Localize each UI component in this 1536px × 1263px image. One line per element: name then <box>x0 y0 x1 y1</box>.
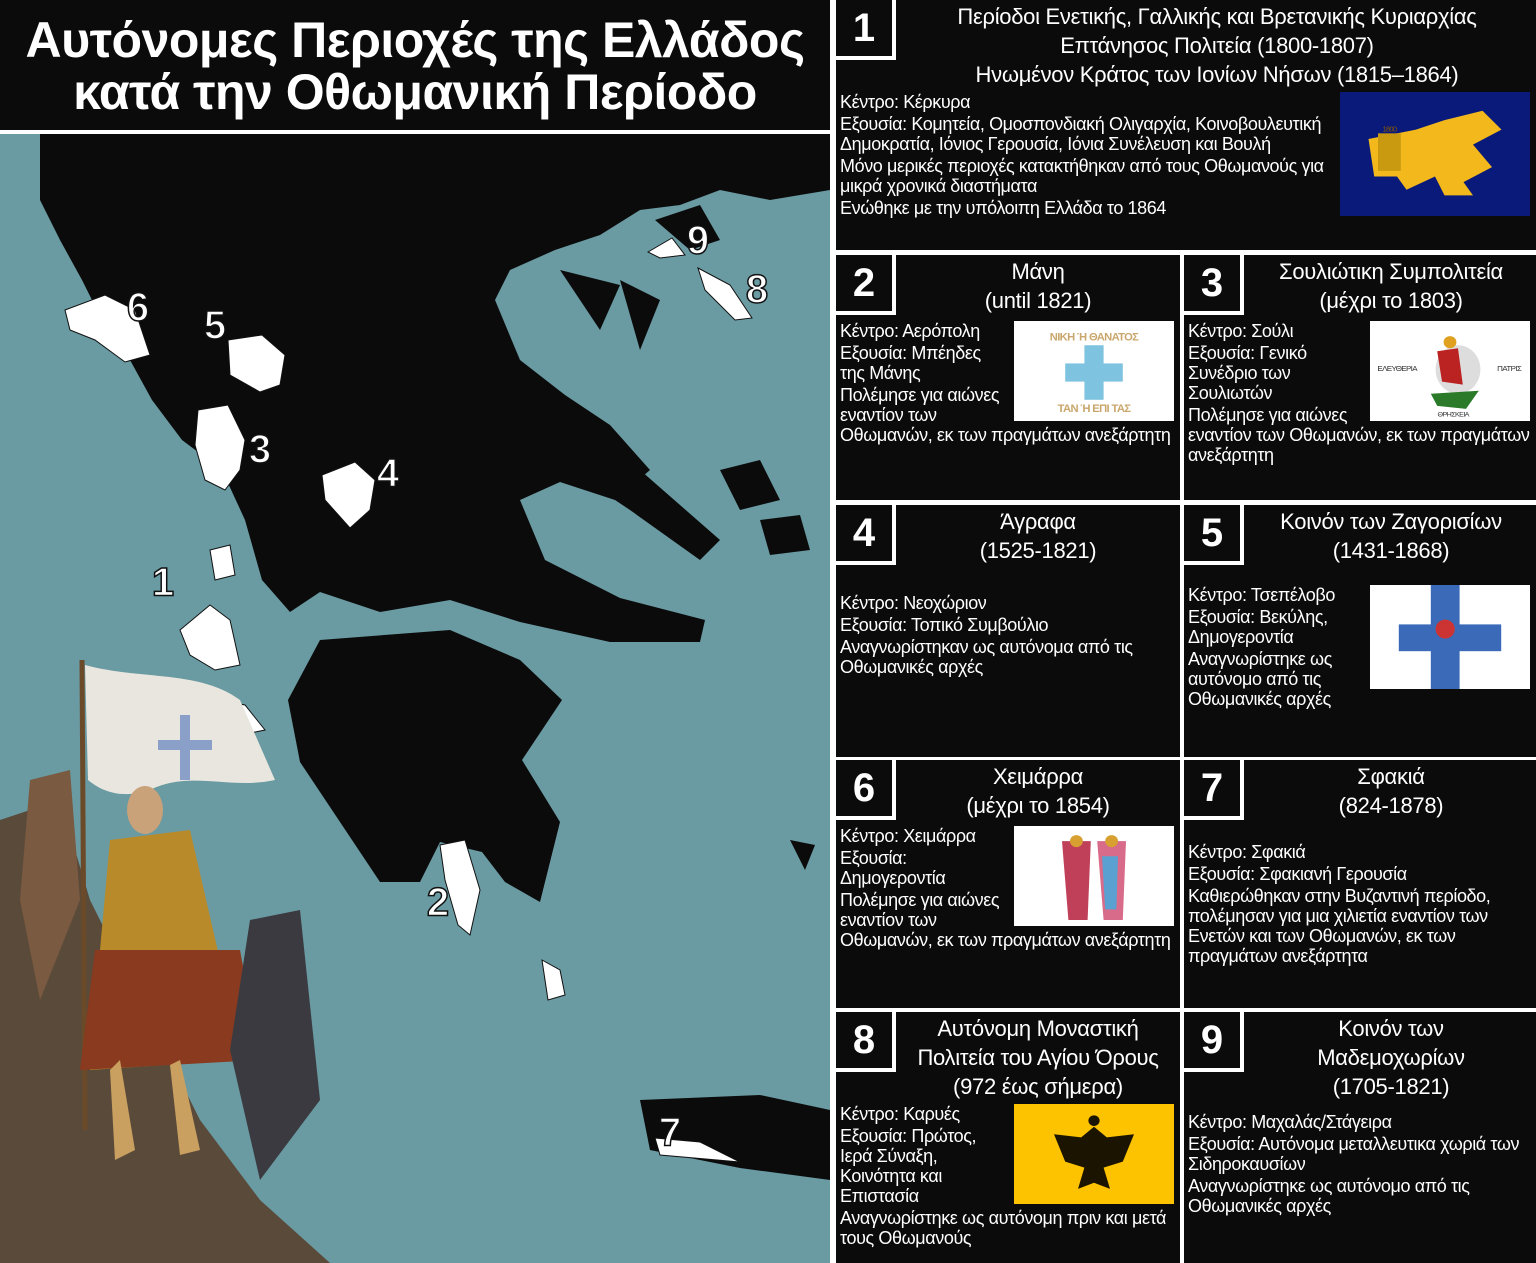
region-panel-9 <box>1184 1012 1536 1263</box>
region-title <box>898 2 1536 89</box>
region-detail-line: Εξουσία: Τοπικό Συμβούλιο <box>840 615 1049 635</box>
region-title-line: Αυτόνομη Μοναστική <box>937 1016 1139 1041</box>
region-detail-line: Αναγνωρίστηκαν ως αυτόνομα από τις Οθωμανικές αρχές <box>840 637 1133 677</box>
region-details <box>1188 585 1532 711</box>
region-detail-line: Εξουσία: Πρώτος, Ιερά Σύναξη, Κοινότητα και Επιστασία <box>840 1126 977 1206</box>
region-title-line: (μέχρι το 1803) <box>1319 288 1463 313</box>
region-detail-line: Αναγνωρίστηκε ως αυτόνομη πριν και μετά τους Οθωμανούς <box>840 1208 1167 1248</box>
region-detail-line: Κέντρο: Καρυές <box>840 1104 960 1124</box>
ionian-lion-flag <box>1340 92 1530 216</box>
region-title-line: (972 έως σήμερα) <box>953 1074 1123 1099</box>
map-label-3: 3 <box>248 427 272 472</box>
region-title-line: Σφακιά <box>1357 764 1425 789</box>
region-details <box>840 593 1176 679</box>
region-details <box>1188 842 1532 968</box>
region-panel-1 <box>836 0 1536 250</box>
region-detail-line: Κέντρο: Νεοχώριον <box>840 593 987 613</box>
region-detail-line: Αναγνωρίστηκε ως αυτόνομο από τις Οθωμανικές αρχές <box>1188 1176 1470 1216</box>
svg-text:ΤΑΝ Ή ΕΠΙ ΤΑΣ: ΤΑΝ Ή ΕΠΙ ΤΑΣ <box>1057 403 1131 415</box>
svg-text:1800: 1800 <box>1382 124 1397 134</box>
region-title-line: Περίοδοι Ενετικής, Γαλλικής και Βρετανικής Κυριαρχίας <box>957 4 1477 29</box>
region-detail-line: Εξουσία: Δημογεροντία <box>840 848 946 888</box>
region-detail-line: Εξουσία: Κομητεία, Ομοσπονδιακή Ολιγαρχία, Κοινοβουλευτική Δημοκρατία, Ιόνιος Γερουσία, Ιόνια Συνέλευση και Βουλή <box>840 114 1322 154</box>
byzantine-eagle-flag <box>1014 1104 1174 1204</box>
region-detail-line: Εξουσία: Σφακιανή Γερουσία <box>1188 864 1407 884</box>
region-title-line: Κοινόν των <box>1338 1016 1444 1041</box>
map-label-8: 8 <box>745 267 769 312</box>
map-label-1: 1 <box>151 560 175 605</box>
zagori-cross-flag <box>1370 585 1530 689</box>
mani-cross-flag <box>1014 321 1174 421</box>
region-title-line: Σουλιώτικη Συμπολιτεία <box>1279 259 1503 284</box>
region-detail-line: Εξουσία: Γενικό Συνέδριο των Σουλιωτών <box>1188 343 1307 403</box>
title-line-1: Αυτόνομες Περιοχές της Ελλάδος <box>25 12 805 68</box>
archangels-icon-flag <box>1014 826 1174 926</box>
region-title <box>1246 1014 1536 1101</box>
region-detail-line: Μόνο μερικές περιοχές κατακτήθηκαν από τους Οθωμανούς για μικρά χρονικά διαστήματα <box>840 156 1324 196</box>
region-title <box>1246 507 1536 565</box>
region-title-line: Ηνωμένον Κράτος των Ιονίων Νήσων (1815–1864) <box>975 62 1459 87</box>
region-panel-8 <box>836 1012 1180 1263</box>
region-number-badge: 5 <box>1184 505 1244 565</box>
region-detail-line: Πολέμησε για αιώνες εναντίον των Οθωμανών, εκ των πραγμάτων ανεξάρτητη <box>1188 405 1530 465</box>
region-details <box>1188 1112 1532 1218</box>
region-title-line: Άγραφα <box>1000 509 1076 534</box>
region-title-line: (μέχρι το 1854) <box>966 793 1110 818</box>
region-title-line: Πολιτεία του Αγίου Όρους <box>917 1045 1159 1070</box>
region-details <box>840 1104 1176 1250</box>
region-detail-line: Κέντρο: Μαχαλάς/Στάγειρα <box>1188 1112 1392 1132</box>
map-label-4: 4 <box>376 451 400 496</box>
region-title <box>896 257 1180 315</box>
region-panel-3 <box>1184 255 1536 500</box>
revolutionary-painting <box>0 660 330 1263</box>
region-title-line: (824-1878) <box>1338 793 1444 818</box>
region-panel-4 <box>836 505 1180 757</box>
souli-saint-george-flag <box>1370 321 1530 421</box>
svg-text:ΘΡΗΣΚΕΙΑ: ΘΡΗΣΚΕΙΑ <box>1437 411 1469 419</box>
region-detail-line: Κέντρο: Κέρκυρα <box>840 92 971 112</box>
title-line-2: κατά την Οθωμανική Περίοδο <box>73 64 757 120</box>
region-details <box>840 826 1176 952</box>
region-title <box>1246 762 1536 820</box>
region-title-line: (1525-1821) <box>979 538 1097 563</box>
region-details <box>1188 321 1532 467</box>
region-title-line: (1431-1868) <box>1332 538 1450 563</box>
region-title <box>1246 257 1536 315</box>
region-title-line: Κοινόν των Ζαγορισίων <box>1280 509 1502 534</box>
region-panel-6 <box>836 760 1180 1008</box>
map-label-7: 7 <box>658 1110 682 1155</box>
region-title-line: (until 1821) <box>984 288 1092 313</box>
svg-text:ΠΑΤΡΙΣ: ΠΑΤΡΙΣ <box>1497 364 1522 373</box>
region-number-badge: 7 <box>1184 760 1244 820</box>
region-detail-line: Κέντρο: Αερόπολη <box>840 321 980 341</box>
region-detail-line: Πολέμησε για αιώνες εναντίον των Οθωμανών, εκ των πραγμάτων ανεξάρτητη <box>840 385 1171 445</box>
map-label-5: 5 <box>203 303 227 348</box>
region-number-badge: 3 <box>1184 255 1244 315</box>
map-label-2: 2 <box>426 880 450 925</box>
region-detail-line: Κέντρο: Τσεπέλοβο <box>1188 585 1335 605</box>
region-title <box>896 1014 1180 1101</box>
region-title-line: Επτάνησος Πολιτεία (1800-1807) <box>1060 33 1374 58</box>
region-detail-line: Καθιερώθηκαν στην Βυζαντινή περίοδο, πολέμησαν για μια χιλιετία εναντίον των Ενετών και των Οθωμανών, εκ των πραγμάτων ανεξάρτητα <box>1188 886 1491 966</box>
region-number-badge: 8 <box>836 1012 896 1072</box>
region-title-line: Μαδεμοχωρίων <box>1317 1045 1465 1070</box>
region-detail-line: Εξουσία: Μπέηδες της Μάνης <box>840 343 981 383</box>
region-detail-line: Κέντρο: Σούλι <box>1188 321 1294 341</box>
region-detail-line: Εξουσία: Βεκύλης, Δημογεροντία <box>1188 607 1328 647</box>
region-detail-line: Εξουσία: Αυτόνομα μεταλλευτικα χωριά των Σιδηροκαυσίων <box>1188 1134 1520 1174</box>
region-number-badge: 4 <box>836 505 896 565</box>
region-title-line: Μάνη <box>1011 259 1065 284</box>
region-number-badge: 2 <box>836 255 896 315</box>
region-detail-line: Κέντρο: Σφακιά <box>1188 842 1306 862</box>
page-title <box>0 0 830 130</box>
region-title <box>896 507 1180 565</box>
region-number-badge: 9 <box>1184 1012 1244 1072</box>
map-label-6: 6 <box>126 285 150 330</box>
region-detail-line: Πολέμησε για αιώνες εναντίον των Οθωμανών, εκ των πραγμάτων ανεξάρτητη <box>840 890 1171 950</box>
map-label-9: 9 <box>686 218 710 263</box>
map <box>0 134 830 1263</box>
region-detail-line: Κέντρο: Χειμάρρα <box>840 826 976 846</box>
region-title-line: Χειμάρρα <box>992 764 1084 789</box>
region-detail-line: Ενώθηκε με την υπόλοιπη Ελλάδα το 1864 <box>840 198 1167 218</box>
region-number-badge: 1 <box>836 0 896 60</box>
region-title <box>896 762 1180 820</box>
region-number-badge: 6 <box>836 760 896 820</box>
svg-text:ΝΙΚΗ Ή ΘΑΝΑΤΟΣ: ΝΙΚΗ Ή ΘΑΝΑΤΟΣ <box>1049 331 1139 344</box>
region-panel-5 <box>1184 505 1536 757</box>
region-details <box>840 321 1176 447</box>
region-title-line: (1705-1821) <box>1332 1074 1450 1099</box>
svg-text:ΕΛΕΥΘΕΡΙΑ: ΕΛΕΥΘΕΡΙΑ <box>1377 364 1417 373</box>
region-panel-7 <box>1184 760 1536 1008</box>
region-details <box>840 92 1532 220</box>
region-detail-line: Αναγνωρίστηκε ως αυτόνομο από τις Οθωμανικές αρχές <box>1188 649 1332 709</box>
region-panel-2 <box>836 255 1180 500</box>
